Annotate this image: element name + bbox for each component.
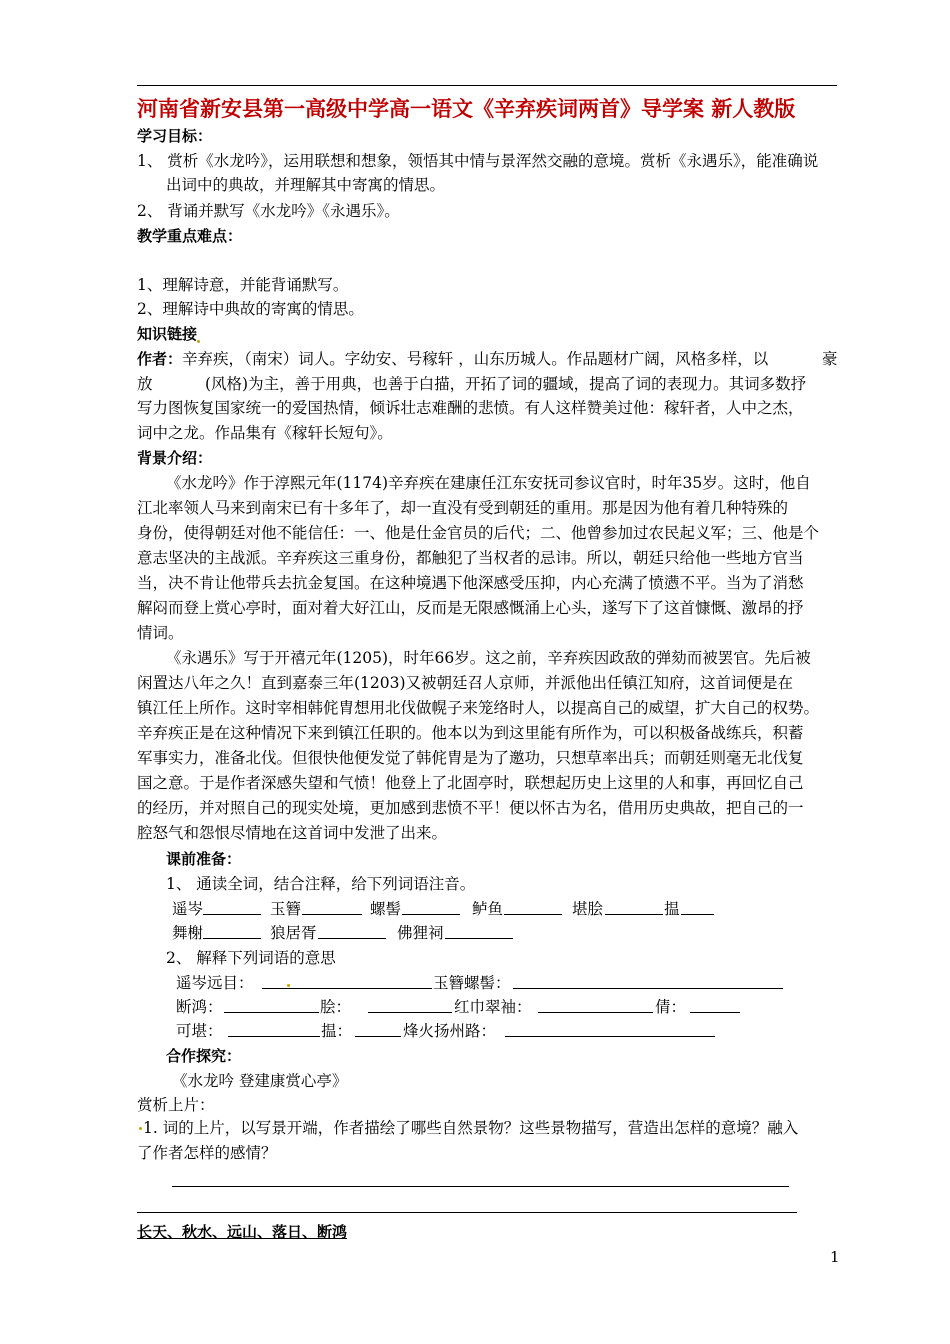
blank-langjuxu[interactable] [318, 938, 386, 939]
bg2-line-4: 辛弃疾正是在这种情况下来到镇江任职的。他本以为到这里能有所作为，可以积极备战练兵，积蓄 [137, 724, 804, 742]
blank-folici[interactable] [445, 938, 513, 939]
bg2-line-6: 国之意。于是作者深感失望和气愤！他登上了北固亭时，联想起历史上这里的人和事，再回忆自己 [137, 774, 804, 792]
word-langjuxu: 狼居胥 [270, 924, 317, 942]
goal-1-line-2: 出词中的典故，并理解其中寄寓的情思。 [166, 176, 446, 194]
def-kuai-label: 脍： [320, 998, 352, 1016]
author-label: 作者： [137, 350, 183, 368]
bg2-line-7: 的经历，并对照自己的现实处境，更加感到悲愤不平！便以怀古为名，借用历史典故，把自己的一 [137, 799, 804, 817]
def-duanhong-label: 断鸿： [176, 998, 223, 1016]
word-yuzan: 玉簪 [270, 900, 302, 918]
prep-task-2: 2、 解释下列词语的意思 [166, 949, 336, 967]
blank-def-kekan[interactable] [228, 1036, 320, 1037]
word-wen: 揾 [664, 900, 680, 918]
key-point-2: 2、理解诗中典故的寄寓的情思。 [137, 300, 364, 318]
bg2-line-5: 军事实力，准备北伐。但很快他便发觉了韩侂胄是为了邀功，只想草率出兵；而朝廷则毫无北伐复 [137, 749, 804, 767]
stray-mark [197, 340, 200, 343]
blank-wen[interactable] [681, 914, 714, 915]
blank-wuxie[interactable] [203, 938, 261, 939]
goal-2: 2、 背诵并默写《水龙吟》《永遇乐》。 [137, 202, 400, 220]
author-line-3: 写力图恢复国家统一的爱国热情，倾诉壮志难酬的悲愤。有人这样赞美过他：稼轩者，人中之杰， [137, 399, 804, 417]
bg1-line-1: 《水龙吟》作于淳熙元年(1174)辛弃疾在建康任江东安抚司参议官时，时年35岁。这时，他自 [166, 474, 811, 492]
def-hongjin-label: 红巾翠袖： [454, 998, 532, 1016]
background-heading: 背景介绍： [137, 449, 213, 467]
document-title: 河南省新安县第一高级中学高一语文《辛弃疾词两首》导学案 新人教版 [137, 97, 796, 121]
author-style-word-2: 放 [137, 375, 153, 393]
author-line-2: (风格)为主，善于用典，也善于白描，开拓了词的疆域，提高了词的表现力。其词多数抒 [205, 375, 807, 393]
word-folici: 佛狸祠 [397, 924, 444, 942]
word-kanshan: 堪脍 [572, 900, 604, 918]
word-wuxie: 舞榭 [172, 924, 204, 942]
author-text-1: 辛弃疾，（南宋）词人。字幼安、号稼轩 ，山东历城人。作品题材广阔，风格多样，以 [182, 350, 769, 368]
blank-yaocen[interactable] [203, 914, 261, 915]
prep-task-1: 1、 通读全词，结合注释，给下列词语注音。 [166, 875, 476, 893]
blank-def-kuai[interactable] [368, 1012, 452, 1013]
bg2-line-2: 闲置达八年之久！直到嘉泰三年(1203)又被朝廷召人京师，并派他出任镇江知府，这首词便是在 [137, 674, 794, 692]
bg1-line-7: 情词。 [137, 624, 184, 642]
blank-def-wen[interactable] [355, 1036, 401, 1037]
answer-line-1[interactable] [172, 1186, 789, 1187]
author-line-4: 词中之龙。作品集有《稼轩长短句》。 [137, 424, 393, 442]
blank-luyu[interactable] [504, 914, 562, 915]
def-wen-label: 揾： [321, 1022, 353, 1040]
prep-heading: 课前准备： [166, 850, 242, 868]
stray-mark-3 [139, 1127, 142, 1130]
bg1-line-4: 意志坚决的主战派。辛弃疾这三重身份，都触犯了当权者的忌讳。所以，朝廷只给他一些地方官当 [137, 549, 804, 567]
analysis-label: 赏析上片： [137, 1096, 215, 1114]
key-point-1: 1、理解诗意，并能背诵默写。 [137, 276, 349, 294]
bg2-line-1: 《永遇乐》写于开禧元年(1205)，时年66岁。这之前，辛弃疾因政敌的弹劾而被罢官。先后被 [166, 649, 811, 667]
question-1-line-1: 1. 词的上片，以写景开端，作者描绘了哪些自然景物？这些景物描写，营造出怎样的意境？融入 [143, 1119, 799, 1137]
blank-yuzan[interactable] [302, 914, 362, 915]
def-kekan-label: 可堪： [176, 1022, 223, 1040]
blank-def-yuzan[interactable] [513, 988, 783, 989]
word-yaocen: 遥岑 [172, 900, 204, 918]
link-heading: 知识链接 [137, 325, 198, 343]
def-fenghuo-label: 烽火扬州路： [403, 1022, 497, 1040]
cooperation-heading: 合作探究： [166, 1047, 242, 1065]
question-1-line-2: 了作者怎样的感情？ [137, 1144, 277, 1162]
poem-title: 《水龙吟 登建康赏心亭》 [172, 1072, 348, 1090]
answer-text: 长天、秋水、远山、落日、断鸿 [137, 1223, 348, 1241]
header-rule [137, 85, 837, 86]
blank-def-qian[interactable] [690, 1012, 740, 1013]
blank-luoji[interactable] [402, 914, 460, 915]
author-line-1 [137, 347, 768, 371]
word-luoji: 螺髻 [370, 900, 402, 918]
blank-def-fenghuo[interactable] [505, 1036, 715, 1037]
def-yuzan-label: 玉簪螺髻： [433, 974, 511, 992]
bg2-line-8: 腔怒气和怨恨尽情地在这首词中发泄了出来。 [137, 824, 448, 842]
blank-def-yaocen[interactable] [262, 988, 432, 989]
stray-mark-2 [287, 984, 290, 987]
bg1-line-3: 身份，使得朝廷对他不能信任：一、他是仕金官员的后代；二、他曾参加过农民起义军；三、他是个 [137, 524, 820, 542]
bg1-line-2: 江北率领人马来到南宋已有十多年了，却一直没有受到朝廷的重用。那是因为他有着几种特殊的 [137, 499, 789, 517]
key-heading: 教学重点难点： [137, 227, 243, 245]
author-style-word: 豪 [822, 350, 838, 368]
bg2-line-3: 镇江任上所作。这时宰相韩侂胄想用北伐做幌子来笼络时人，以提高自己的威望，扩大自己的权势。 [137, 699, 820, 717]
def-yaocen-label: 遥岑远目： [176, 974, 254, 992]
answer-line-2[interactable] [137, 1212, 797, 1213]
page-number: 1 [830, 1248, 840, 1266]
goals-heading: 学习目标： [137, 127, 213, 145]
word-luyu: 鲈鱼 [472, 900, 504, 918]
blank-def-duanhong[interactable] [224, 1012, 319, 1013]
goal-1-line-1: 1、 赏析《水龙吟》，运用联想和想象，领悟其中情与景浑然交融的意境。赏析《永遇乐》，能准确说 [137, 152, 819, 170]
bg1-line-6: 解闷而登上赏心亭时，面对着大好江山，反而是无限感慨涌上心头，遂写下了这首慷慨、激昂的抒 [137, 599, 804, 617]
def-qian-label: 倩： [655, 998, 687, 1016]
blank-def-hongjin[interactable] [538, 1012, 653, 1013]
bg1-line-5: 当，决不肯让他带兵去抗金复国。在这种境遇下他深感受压抑，内心充满了愤懑不平。当为了消愁 [137, 574, 804, 592]
blank-kanshan[interactable] [605, 914, 663, 915]
